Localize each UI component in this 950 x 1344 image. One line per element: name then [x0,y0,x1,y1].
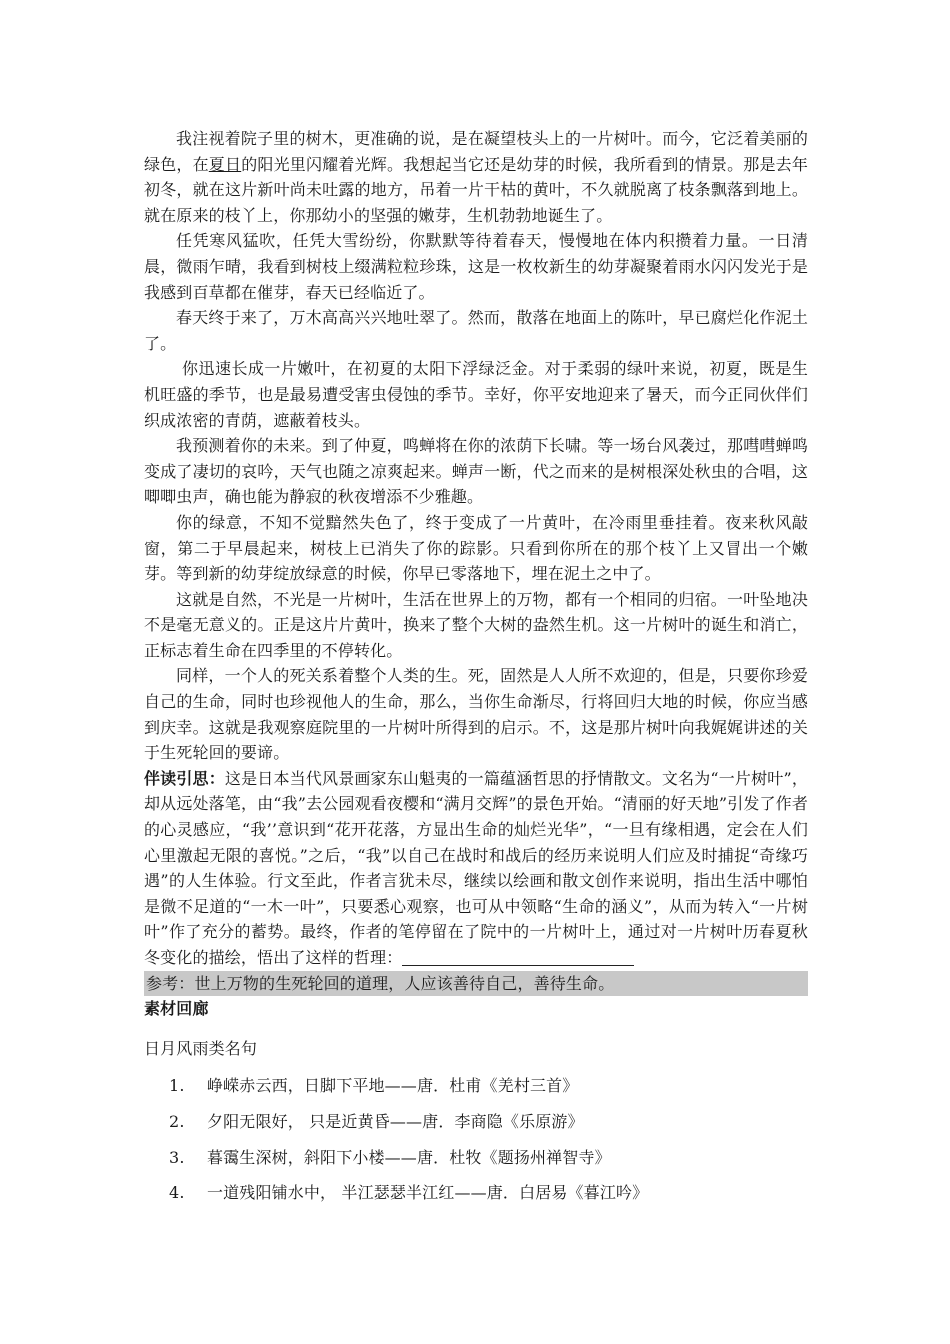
section-subheading: 日月风雨类名句 [144,1038,258,1058]
list-item [144,1109,808,1135]
text-run: 我注视着院子里的树木，更准确的说，是在凝望枝头上的一片树叶。而今，它泛着美丽的绿色，在 [144,129,808,174]
list-item [144,1180,808,1206]
document-body [144,126,808,1216]
item-number: 2. [169,1111,185,1131]
essay-paragraph-2: 任凭寒风猛吹，任凭大雪纷纷，你默默等待着春天，慢慢地在体内积攒着力量。一日清晨，微雨乍晴，我看到树枝上缀满粒粒珍珠，这是一枚枚新生的幼芽凝聚着雨水闪闪发光于是我感到百草都在催芽，春天已经临近了。 [144,231,808,302]
essay-paragraph-5: 我预测着你的未来。到了仲夏，鸣蝉将在你的浓荫下长啸。等一场台风袭过，那嘒嘒蝉鸣变成了凄切的哀吟，天气也随之凉爽起来。蝉声一断，代之而来的是树根深处秋虫的合唱，这唧唧虫声，确也能为静寂的秋夜增添不少雅趣。 [144,436,808,507]
essay-paragraph-3: 春天终于来了，万木高高兴兴地吐翠了。然而，散落在地面上的陈叶，早已腐烂化作泥土了。 [144,308,808,353]
text-run: 的阳光里闪耀着光辉。我想起当它还是幼芽的时候，我所看到的情景。那是去年初冬，就在这片新叶尚未吐露的地方，吊着一片干枯的黄叶，不久就脱离了枝条飘落到地上。就在原来的枝丫上，你那幼小的坚强的嫩芽，生机勃勃地诞生了。 [144,154,808,225]
essay-paragraph-7: 这就是自然，不光是一片树叶，生活在世界上的万物，都有一个相同的归宿。一叶坠地决不是毫无意义的。正是这片片黄叶，换来了整个大树的盎然生机。这一片树叶的诞生和消亡，正标志着生命在四季里的不停转化。 [144,589,808,660]
item-text: 夕阳无限好， 只是近黄昏——唐．李商隐《乐原游》 [207,1111,584,1131]
answer-blank[interactable] [402,947,634,966]
section-heading: 素材回廊 [144,999,209,1019]
reference-answer: 参考：世上万物的生死轮回的道理，人应该善待自己，善待生命。 [144,971,808,997]
list-item [144,1145,808,1171]
item-number: 4. [169,1183,185,1203]
item-text: 峥嵘赤云西，日脚下平地——唐．杜甫《羌村三首》 [207,1076,579,1096]
guide-paragraph [144,766,808,971]
item-text: 暮霭生深树，斜阳下小楼——唐．杜牧《题扬州禅智寺》 [207,1147,611,1167]
guide-text: 这是日本当代风景画家东山魁夷的一篇蕴涵哲思的抒情散文。文名为“一片树叶”，却从远处落笔，由“我”去公园观看夜樱和“满月交辉”的景色开始。“清丽的好天地”引发了作者的心灵感应，“我’’意识到“花开花落，方显出生命的灿烂光华”，“一旦有缘相遇，定会在人们心里激起无限的喜悦。”之后，“我”以自己在战时和战后的经历来说明人们应及时捕捉“奇缘巧遇”的人生体验。行文至此，作者言犹未尽，继续以绘画和散文创作来说明，指出生活中哪怕是微不足道的“一木一叶”，只要悉心观察，也可从中领略“生命的涵义”，从而为转入“一片树叶”作了充分的蓄势。最终，作者的笔停留在了院中的一片树叶上，通过对一片树叶历春夏秋冬变化的描绘，悟出了这样的哲理： [144,768,808,967]
essay-paragraph-8: 同样，一个人的死关系着整个人类的生。死，固然是人人所不欢迎的，但是，只要你珍爱自己的生命，同时也珍视他人的生命，那么，当你生命渐尽，行将回归大地的时候，你应当感到庆幸。这就是我观察庭院里的一片树叶所得到的启示。不，这是那片树叶向我娓娓讲述的关于生死轮回的要谛。 [144,666,808,763]
underlined-word: 夏日 [208,154,242,174]
quote-list [144,1073,808,1205]
item-number: 3. [169,1147,185,1167]
essay-paragraph-1 [144,126,808,228]
item-number: 1. [169,1076,185,1096]
item-text: 一道残阳铺水中， 半江瑟瑟半江红——唐．白居易《暮江吟》 [207,1183,649,1203]
essay-paragraph-4: 你迅速长成一片嫩叶，在初夏的太阳下浮绿泛金。对于柔弱的绿叶来说，初夏，既是生机旺盛的季节，也是最易遭受害虫侵蚀的季节。幸好，你平安地迎来了暑天，而今正同伙伴们织成浓密的青荫，遮蔽着枝头。 [144,359,808,430]
essay-paragraph-6: 你的绿意，不知不觉黯然失色了，终于变成了一片黄叶，在冷雨里垂挂着。夜来秋风敲窗，第二于早晨起来，树枝上已消失了你的踪影。只看到你所在的那个枝丫上又冒出一个嫩芽。等到新的幼芽绽放绿意的时候，你早已零落地下，埋在泥土之中了。 [144,512,808,584]
guide-label: 伴读引思： [144,768,225,788]
list-item [144,1073,808,1099]
